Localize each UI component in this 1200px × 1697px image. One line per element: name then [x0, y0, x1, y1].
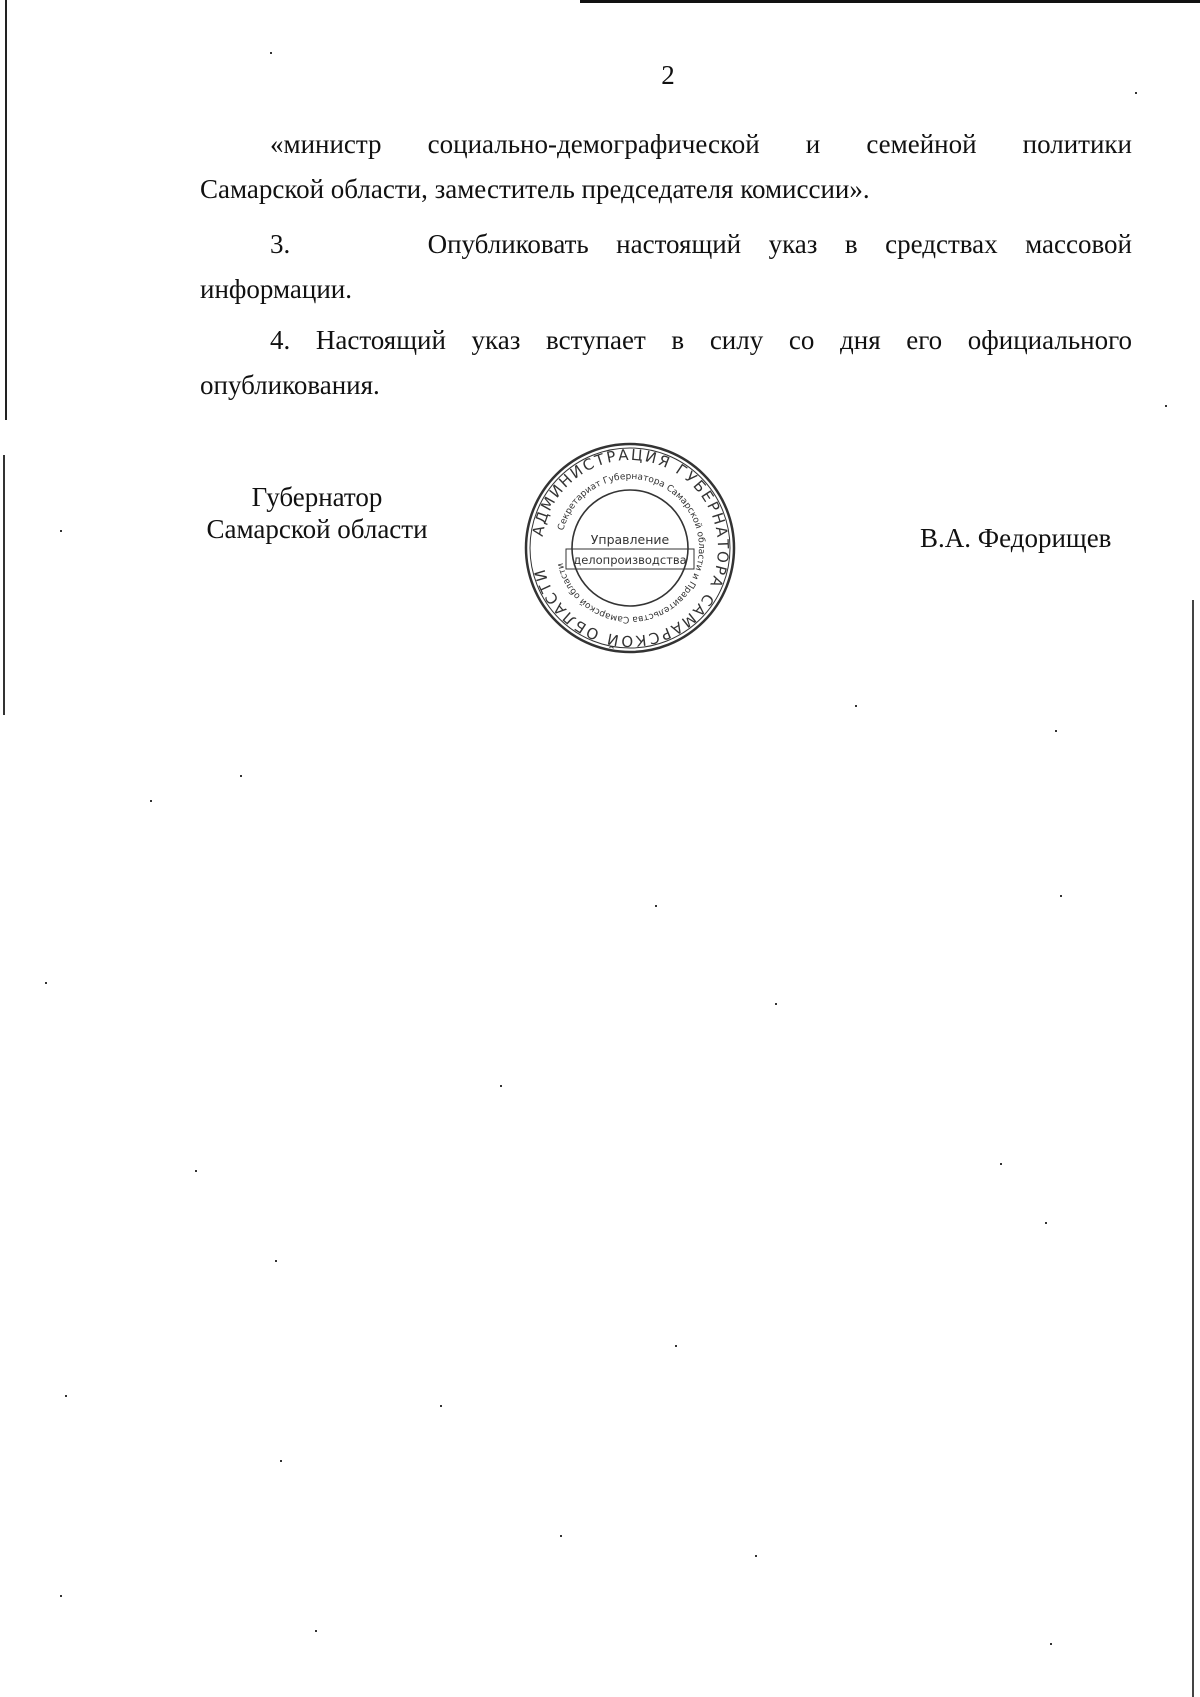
scan-speck	[440, 1405, 442, 1407]
scan-speck	[60, 1595, 62, 1597]
scan-edge-top	[580, 0, 1200, 3]
scan-speck	[195, 1170, 197, 1172]
paragraph-2-line-2: информации.	[200, 274, 352, 304]
signatory-name: В.А. Федорищев	[920, 523, 1112, 553]
scan-speck	[315, 1630, 317, 1632]
position-region: Самарской области	[206, 514, 428, 544]
scan-speck	[150, 800, 152, 802]
scan-speck	[855, 705, 857, 707]
scan-speck	[560, 1535, 562, 1537]
scan-speck	[275, 1260, 277, 1262]
scan-speck	[775, 1003, 777, 1005]
stamp-center-line-1: Управление	[590, 532, 670, 547]
scan-edge-right	[1192, 600, 1194, 1697]
scan-speck	[1165, 405, 1167, 407]
page-number: 2	[661, 60, 675, 90]
position-title: Губернатор	[251, 482, 383, 512]
paragraph-1-line-1: «министр социально-демографической и семейной политики	[270, 129, 1132, 159]
scan-speck	[1135, 92, 1137, 94]
scan-speck	[240, 775, 242, 777]
scan-speck	[60, 530, 62, 532]
official-stamp	[520, 438, 740, 658]
scan-speck	[1055, 730, 1057, 732]
paragraph-1-line-2: Самарской области, заместитель председателя комиссии».	[200, 174, 870, 204]
paragraph-3-line-1: 4. Настоящий указ вступает в силу со дня его официального	[270, 325, 1132, 355]
scan-speck	[280, 1460, 282, 1462]
stamp-center-line-2: делопроизводства	[573, 553, 687, 567]
stamp-outer-text: АДМИНИСТРАЦИЯ ГУБЕРНАТОРА САМАРСКОЙ ОБЛАСТИ	[528, 445, 733, 651]
scan-speck	[1050, 1643, 1052, 1645]
scan-speck	[755, 1555, 757, 1557]
scan-edge-left-lower	[3, 455, 5, 715]
scan-speck	[45, 982, 47, 984]
scan-speck	[675, 1345, 677, 1347]
scan-speck	[1060, 895, 1062, 897]
paragraph-2-line-1: 3. Опубликовать настоящий указ в средствах массовой	[270, 229, 1132, 259]
scan-speck	[500, 1085, 502, 1087]
scan-speck	[1045, 1222, 1047, 1224]
scan-speck	[270, 52, 272, 54]
scan-speck	[65, 1395, 67, 1397]
scan-speck	[1000, 1163, 1002, 1165]
signatory-position	[197, 481, 437, 545]
paragraph-3-line-2: опубликования.	[200, 370, 380, 400]
stamp-inner-text: Секретариат Губернатора Самарской области и Правительства Самарской области	[555, 471, 707, 625]
scan-speck	[655, 905, 657, 907]
